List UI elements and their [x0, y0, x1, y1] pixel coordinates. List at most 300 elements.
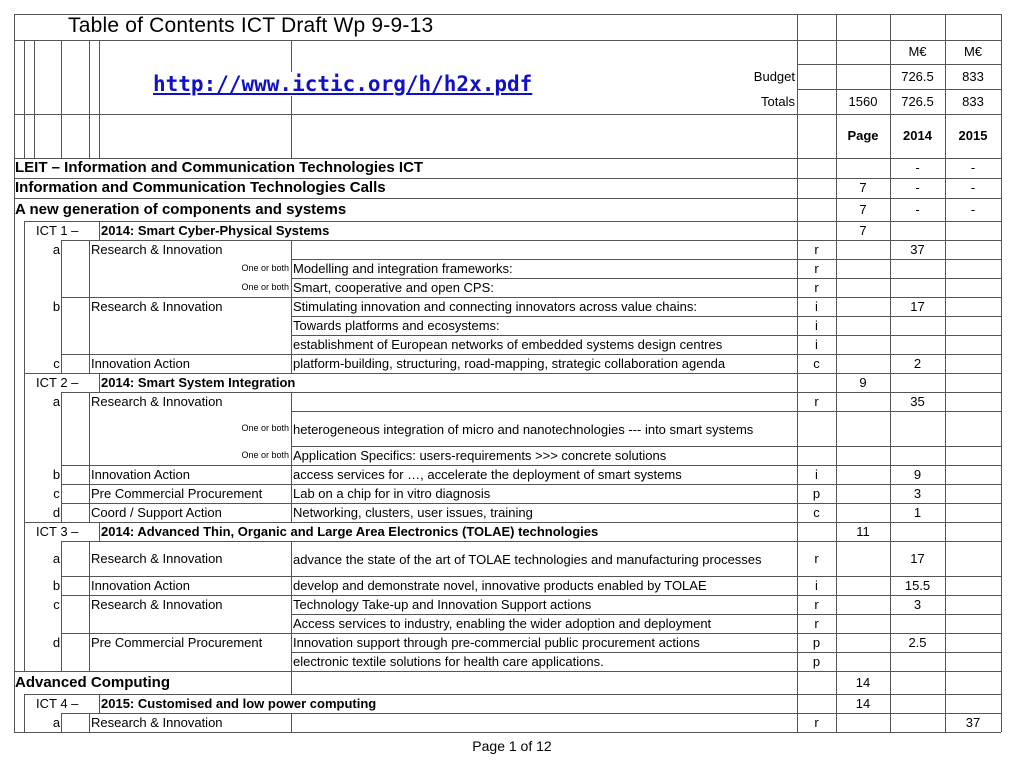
table-rule [945, 411, 946, 446]
table-rule [61, 411, 62, 446]
table-rule [890, 595, 891, 614]
table-rule [945, 541, 946, 576]
table-rule [836, 316, 837, 335]
table-rule [14, 14, 1001, 15]
table-rule [945, 198, 946, 221]
table-rule [14, 522, 15, 541]
table-rule [61, 446, 62, 465]
action-type: Pre Commercial Procurement [91, 486, 263, 501]
action-type: Pre Commercial Procurement [91, 635, 263, 650]
section-heading: A new generation of components and systems [15, 201, 347, 218]
budget-label: Budget [753, 69, 795, 84]
table-rule [24, 335, 25, 354]
table-rule [24, 446, 25, 465]
item-letter: c [53, 356, 60, 371]
action-type: Research & Innovation [91, 299, 223, 314]
row-value-2014: 37 [910, 242, 925, 257]
table-rule [836, 240, 837, 259]
table-rule [1001, 576, 1002, 595]
table-rule [24, 503, 25, 522]
table-rule [890, 694, 891, 713]
funding-code [799, 411, 834, 446]
table-rule [291, 354, 292, 373]
table-rule [945, 316, 946, 335]
table-rule [89, 446, 90, 465]
table-rule [14, 316, 15, 335]
selection-note [91, 335, 289, 354]
section-heading: LEIT – Information and Communication Technologies ICT [15, 159, 424, 176]
table-rule [797, 576, 798, 595]
table-rule [1001, 671, 1002, 694]
table-rule [836, 633, 837, 652]
selection-note [91, 316, 289, 335]
table-rule [797, 392, 798, 411]
table-rule [14, 713, 15, 732]
funding-code: i [815, 337, 818, 352]
table-rule [945, 278, 946, 297]
item-description: Lab on a chip for in vitro diagnosis [293, 486, 491, 501]
table-rule [836, 694, 837, 713]
table-rule [99, 694, 100, 713]
table-rule [836, 178, 837, 198]
table-rule [1001, 465, 1002, 484]
table-rule [797, 633, 798, 652]
table-rule [797, 713, 798, 732]
table-rule [945, 335, 946, 354]
table-rule [14, 221, 15, 240]
row-page: 14 [855, 696, 871, 711]
item-letter: b [52, 467, 61, 482]
table-rule [797, 411, 798, 446]
table-rule [890, 354, 891, 373]
funding-code: i [815, 578, 818, 593]
funding-code: c [813, 505, 820, 520]
table-rule [836, 354, 837, 373]
funding-code: p [812, 654, 821, 669]
item-description: Towards platforms and ecosystems: [293, 318, 500, 333]
funding-code: r [814, 394, 819, 409]
table-rule [797, 541, 798, 576]
row-value-2014: - [915, 180, 920, 195]
table-rule [24, 392, 25, 411]
table-rule [890, 178, 891, 198]
table-rule [14, 297, 15, 316]
page-footer: Page 1 of 12 [472, 738, 552, 754]
totals-page: 1560 [848, 94, 878, 109]
funding-code: p [812, 486, 821, 501]
row-value-2015: - [970, 180, 976, 195]
table-rule [1001, 614, 1002, 633]
row-value-2014: 15.5 [904, 578, 931, 593]
selection-note: One or both [241, 282, 289, 292]
table-rule [890, 240, 891, 259]
table-rule [24, 522, 25, 541]
row-value-2015: - [970, 160, 976, 175]
table-rule [291, 503, 292, 522]
table-rule [89, 240, 90, 259]
topic-title: 2015: Customised and low power computing [101, 696, 377, 711]
table-rule [24, 652, 25, 671]
item-letter: a [52, 394, 61, 409]
table-rule [797, 259, 798, 278]
table-rule [890, 259, 891, 278]
table-rule [836, 14, 837, 158]
budget-2015: 833 [962, 69, 984, 84]
table-rule [1001, 14, 1002, 158]
table-rule [24, 465, 25, 484]
topic-title: 2014: Advanced Thin, Organic and Large Area Electronics (TOLAE) technologies [101, 524, 599, 539]
table-rule [890, 671, 891, 694]
table-rule [890, 221, 891, 240]
table-rule [1001, 240, 1002, 259]
item-letter: c [53, 597, 60, 612]
column-header-2014: 2014 [903, 128, 932, 143]
row-page: 11 [856, 524, 870, 539]
table-rule [836, 522, 837, 541]
table-rule [797, 158, 798, 178]
table-rule [797, 335, 798, 354]
table-rule [945, 713, 946, 732]
selection-note: One or both [241, 263, 289, 273]
table-rule [1001, 633, 1002, 652]
row-value-2014: - [915, 160, 920, 175]
table-rule [61, 335, 62, 354]
row-page: 9 [859, 375, 867, 390]
table-rule [89, 259, 90, 278]
table-rule [291, 278, 292, 297]
item-description: access services for …, accelerate the deployment of smart systems [293, 467, 682, 482]
table-rule [797, 503, 798, 522]
table-rule [14, 373, 15, 392]
table-rule [61, 259, 62, 278]
table-rule [797, 595, 798, 614]
table-rule [836, 373, 837, 392]
table-rule [836, 198, 837, 221]
table-rule [14, 465, 15, 484]
table-rule [14, 633, 15, 652]
table-rule [24, 576, 25, 595]
table-rule [89, 541, 90, 576]
table-rule [945, 576, 946, 595]
table-rule [24, 694, 25, 713]
funding-code: p [812, 635, 821, 650]
table-rule [836, 392, 837, 411]
table-rule [14, 446, 15, 465]
table-rule [797, 240, 798, 259]
funding-code: c [813, 356, 820, 371]
table-rule [1001, 335, 1002, 354]
table-rule [89, 576, 90, 595]
table-rule [836, 297, 837, 316]
table-rule [1001, 446, 1002, 465]
row-value-2014: 35 [910, 394, 925, 409]
table-rule [797, 446, 798, 465]
table-rule [291, 240, 292, 259]
table-rule [945, 392, 946, 411]
item-description: develop and demonstrate novel, innovative products enabled by TOLAE [293, 578, 707, 593]
table-rule [890, 14, 891, 158]
table-rule [1001, 354, 1002, 373]
row-value-2014: 3 [913, 597, 922, 612]
table-rule [291, 595, 292, 614]
table-rule [890, 278, 891, 297]
table-rule [1001, 278, 1002, 297]
table-rule [291, 259, 292, 278]
table-rule [945, 503, 946, 522]
funding-code: r [814, 616, 819, 631]
item-description [293, 240, 795, 259]
row-value-2014: 9 [913, 467, 922, 482]
table-rule [945, 694, 946, 713]
table-rule [797, 316, 798, 335]
table-rule [836, 503, 837, 522]
table-rule [797, 484, 798, 503]
table-rule [1001, 503, 1002, 522]
row-value-2014: 1 [913, 505, 922, 520]
table-rule [797, 373, 798, 392]
funding-code: i [815, 467, 818, 482]
table-rule [890, 392, 891, 411]
table-rule [890, 198, 891, 221]
table-rule [836, 158, 837, 178]
section-heading: Advanced Computing [15, 674, 171, 691]
item-description: platform-building, structuring, road-mapping, strategic collaboration agenda [293, 356, 726, 371]
table-rule [14, 259, 15, 278]
topic-code: ICT 2 – [36, 375, 79, 390]
table-rule [291, 392, 292, 411]
table-rule [890, 503, 891, 522]
item-description: Access services to industry, enabling the wider adoption and deployment [293, 616, 712, 631]
table-rule [24, 595, 25, 614]
row-value-2015 [947, 297, 999, 316]
table-rule [890, 373, 891, 392]
item-description: establishment of European networks of embedded systems design centres [293, 337, 723, 352]
table-rule [61, 614, 62, 633]
table-rule [797, 354, 798, 373]
column-header-page: Page [847, 128, 879, 143]
table-rule [797, 198, 798, 221]
table-rule [890, 316, 891, 335]
table-rule [1001, 198, 1002, 221]
table-rule [836, 541, 837, 576]
table-rule [797, 671, 798, 694]
table-rule [890, 614, 891, 633]
table-rule [291, 297, 292, 316]
totals-label: Totals [761, 94, 795, 109]
table-rule [1001, 595, 1002, 614]
table-rule [890, 484, 891, 503]
table-rule [797, 178, 798, 198]
table-rule [89, 278, 90, 297]
table-rule [836, 576, 837, 595]
table-rule [945, 614, 946, 633]
item-letter: a [52, 242, 61, 257]
table-rule [1001, 373, 1002, 392]
table-rule [291, 541, 292, 576]
table-rule [890, 465, 891, 484]
table-rule [89, 484, 90, 503]
table-rule [24, 259, 25, 278]
topic-title: 2014: Smart Cyber-Physical Systems [101, 223, 330, 238]
table-rule [291, 484, 292, 503]
table-rule [89, 354, 90, 373]
selection-note: One or both [241, 423, 289, 433]
table-rule [1001, 411, 1002, 446]
row-value-2015 [947, 503, 999, 522]
item-letter: b [52, 578, 61, 593]
totals-2014: 726.5 [901, 94, 934, 109]
table-rule [291, 576, 292, 595]
table-rule [89, 633, 90, 652]
funding-code: i [815, 299, 818, 314]
table-rule [945, 633, 946, 652]
table-rule [945, 484, 946, 503]
action-type: Innovation Action [91, 578, 191, 593]
table-rule [14, 595, 15, 614]
table-rule [890, 335, 891, 354]
table-rule [24, 713, 25, 732]
table-rule [890, 576, 891, 595]
table-rule [945, 373, 946, 392]
row-value-2015 [947, 484, 999, 503]
row-value-2015: - [970, 202, 976, 217]
table-rule [945, 652, 946, 671]
row-value-2014: 3 [913, 486, 922, 501]
action-type: Research & Innovation [91, 715, 223, 730]
table-rule [24, 316, 25, 335]
table-rule [14, 40, 1001, 41]
row-page: 7 [859, 202, 867, 217]
funding-code [799, 446, 834, 465]
table-rule [1001, 316, 1002, 335]
action-type: Research & Innovation [91, 551, 223, 566]
table-rule [14, 576, 15, 595]
table-rule [89, 392, 90, 411]
topic-code: ICT 1 – [36, 223, 79, 238]
table-rule [890, 541, 891, 576]
table-rule [99, 40, 100, 158]
table-rule [89, 40, 90, 158]
table-rule [1001, 522, 1002, 541]
item-description [293, 713, 795, 732]
table-rule [890, 713, 891, 732]
item-description: electronic textile solutions for health care applications. [293, 654, 604, 669]
table-rule [24, 354, 25, 373]
row-value-2015 [947, 576, 999, 595]
table-rule [89, 465, 90, 484]
action-type: Research & Innovation [91, 597, 223, 612]
row-value-2014: 2.5 [908, 635, 927, 650]
action-type: Innovation Action [91, 467, 191, 482]
table-rule [890, 652, 891, 671]
table-rule [945, 158, 946, 178]
table-rule [291, 335, 292, 354]
action-type: Innovation Action [91, 356, 191, 371]
table-rule [61, 278, 62, 297]
table-rule [14, 392, 15, 411]
topic-code: ICT 3 – [36, 524, 79, 539]
table-rule [945, 522, 946, 541]
funding-code: r [814, 242, 819, 257]
table-rule [99, 373, 100, 392]
section-heading: Information and Communication Technologies Calls [15, 179, 386, 196]
row-value-2015 [947, 465, 999, 484]
table-rule [89, 595, 90, 614]
table-rule [1001, 221, 1002, 240]
funding-code: i [815, 318, 818, 333]
table-rule [836, 713, 837, 732]
table-rule [291, 465, 292, 484]
table-rule [291, 633, 292, 652]
table-rule [1001, 297, 1002, 316]
table-rule [890, 633, 891, 652]
source-link[interactable]: http://www.ictic.org/h/h2x.pdf [153, 72, 533, 96]
table-rule [89, 297, 90, 316]
table-rule [24, 633, 25, 652]
item-description: Technology Take-up and Innovation Support actions [293, 597, 592, 612]
table-rule [945, 259, 946, 278]
item-letter: b [52, 299, 61, 314]
funding-code: r [814, 597, 819, 612]
table-rule [945, 465, 946, 484]
table-rule [836, 278, 837, 297]
table-rule [836, 484, 837, 503]
row-value-2015 [947, 595, 999, 614]
item-description: Stimulating innovation and connecting innovators across value chains: [293, 299, 697, 314]
table-rule [24, 221, 25, 240]
item-letter: d [52, 505, 61, 520]
table-rule [1001, 484, 1002, 503]
table-rule [291, 316, 292, 335]
item-letter: a [52, 715, 61, 730]
row-value-2015 [947, 392, 999, 411]
row-value-2014: 17 [910, 299, 925, 314]
selection-note [91, 652, 289, 671]
table-rule [836, 446, 837, 465]
row-value-2014: - [915, 202, 920, 217]
item-description: heterogeneous integration of micro and nanotechnologies --- into smart systems [293, 422, 754, 437]
table-rule [14, 335, 15, 354]
row-page [838, 158, 888, 178]
action-type: Research & Innovation [91, 242, 223, 257]
table-rule [836, 671, 837, 694]
row-value-2015 [947, 354, 999, 373]
funding-code: r [814, 261, 819, 276]
item-letter: a [52, 551, 61, 566]
table-rule [14, 503, 15, 522]
table-rule [890, 446, 891, 465]
table-rule [14, 732, 1001, 733]
row-page: 7 [859, 223, 867, 238]
funding-code: r [814, 551, 819, 566]
table-rule [14, 694, 15, 713]
table-rule [890, 522, 891, 541]
row-value-2015 [947, 541, 999, 576]
currency-2015: M€ [963, 44, 983, 59]
action-type: Research & Innovation [91, 394, 223, 409]
table-rule [89, 316, 90, 335]
table-rule [99, 522, 100, 541]
table-rule [89, 652, 90, 671]
table-rule [945, 14, 946, 158]
table-rule [797, 14, 798, 158]
table-rule [945, 446, 946, 465]
budget-2014: 726.5 [901, 69, 934, 84]
item-description: Networking, clusters, user issues, training [293, 505, 533, 520]
table-rule [890, 158, 891, 178]
table-rule [1001, 158, 1002, 178]
table-rule [24, 614, 25, 633]
